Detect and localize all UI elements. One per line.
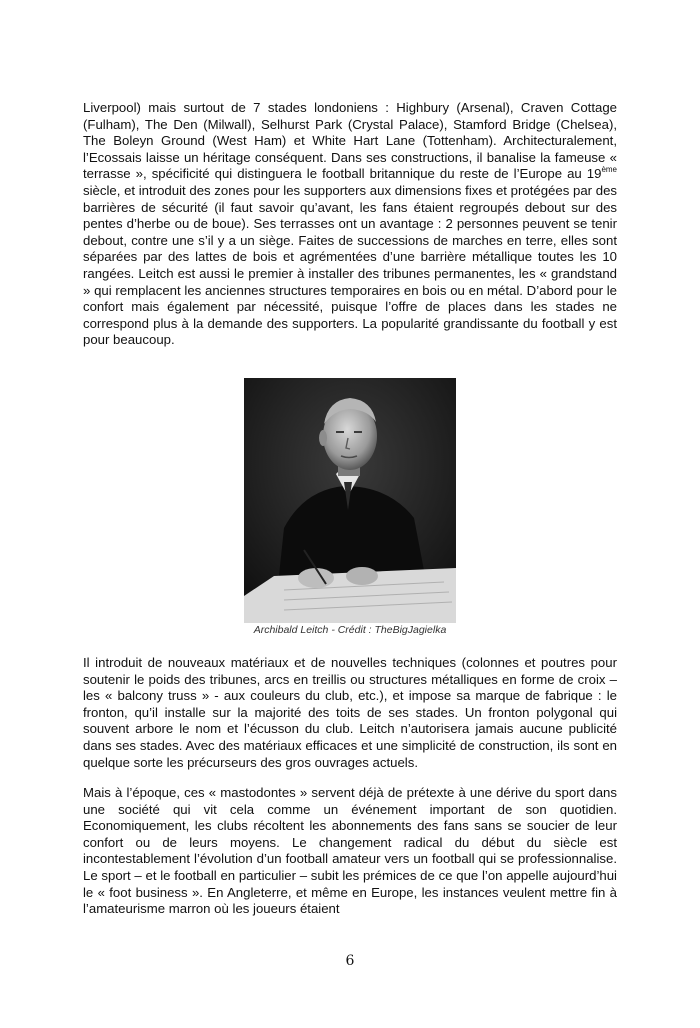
paragraph-text: siècle, et introduit des zones pour les supporters aux dimensions fixes et protégées par des barrières de sécurité (il faut savoir qu’avant, les fans étaient regroupés debout sur des pentes d’herbe ou de boue). Ses terrasses ont un avantage : 2 personnes peuvent se tenir debout, contre une s’il y a un siège. Faites de successions de marches en terre, elles sont séparées par des lattes de bois et agrémentées d’une barrière métallique toutes les 10 rangées. Leitch est aussi le premier à installer des tribunes permanentes, les « grandstand » qui remplacent les anciennes structures temporaires en bois ou en métal. D’abord pour le confort mais également par nécessité, puisque l’offre de places dans les stades ne correspond plus à la demande des supporters. La popularité grandissante du football y est pour beaucoup. xyxy=(83,182,617,348)
ordinal-superscript: ème xyxy=(601,165,617,175)
portrait-photo xyxy=(244,378,456,623)
paragraph-text: Liverpool) mais surtout de 7 stades londoniens : Highbury (Arsenal), Craven Cottage (Fulham), The Den (Milwall), Selhurst Park (Crystal Palace), Stamford Bridge (Chelsea), The Boleyn Ground (West Ham) et White Hart Lane (Tottenham). Architecturalement, l’Ecossais laisse un héritage conséquent. Dans ses constructions, il banalise la fameuse « terrasse », spécificité qui distinguera le football britannique du reste de l’Europe au 19 xyxy=(83,100,617,182)
portrait-illustration xyxy=(244,378,456,623)
page-number: 6 xyxy=(345,953,355,969)
body-paragraph-2: Il introduit de nouveaux matériaux et de nouvelles techniques (colonnes et poutres pour soutenir le poids des tribunes, arcs en treillis ou structures métalliques en forme de croix – les « balcony truss » - aux couleurs du club, etc.), et impose sa marque de fabrique : le fronton, qu’il installe sur la majorité des toits de ses stades. Un fronton polygonal qui souvent arbore le nom et l’écusson du club. Leitch n’autorisera jamais aucune publicité dans ses stades. Avec des matériaux efficaces et une simplicité de construction, ils sont en quelque sorte les précurseurs des gros ouvrages actuels. xyxy=(83,655,617,770)
body-paragraph-3: Mais à l’époque, ces « mastodontes » servent déjà de prétexte à une dérive du sport dans une société qui vit cela comme un événement important de son quotidien. Economiquement, les clubs récoltent les abonnements des fans sans se soucier de leur confort ou de leurs moyens. Le changement radical du début du siècle est incontestablement l’évolution d’un football amateur vers un football qui se professionnalise. Le sport – et le football en particulier – subit les prémices de ce que l’on appelle aujourd’hui le « foot business ». En Angleterre, et même en Europe, les instances veulent mettre fin à l’amateurisme marron où les joueurs étaient xyxy=(83,785,617,917)
body-paragraph-1 xyxy=(83,100,617,349)
figure-caption: Archibald Leitch - Crédit : TheBigJagielka xyxy=(253,624,447,636)
